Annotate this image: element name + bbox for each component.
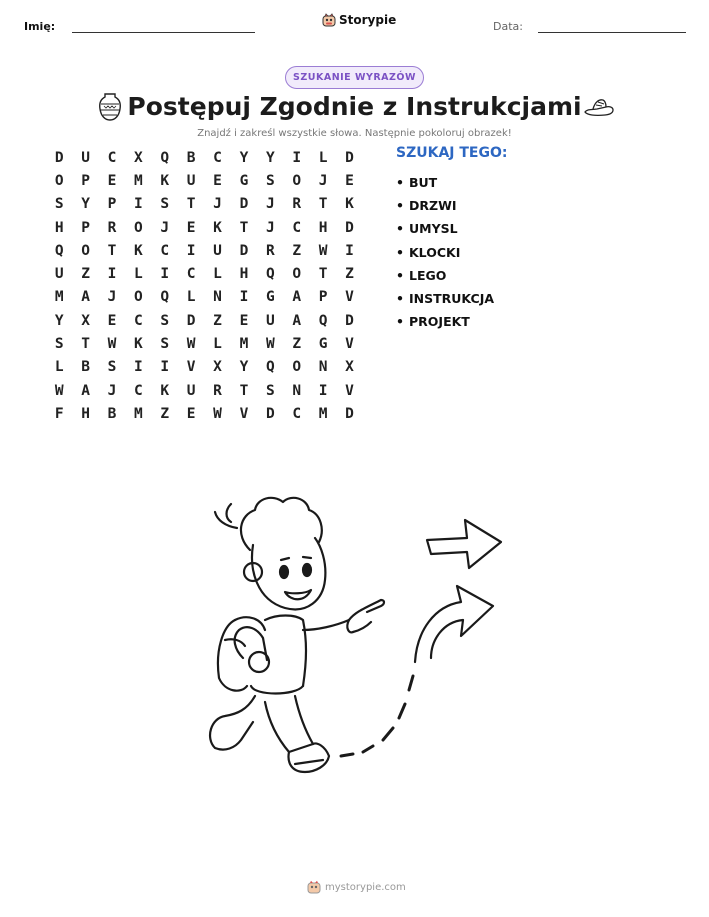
grid-cell[interactable]: S [54,336,64,353]
grid-cell[interactable]: L [213,336,222,353]
grid-row [46,216,363,239]
grid-cell[interactable]: U [265,312,275,329]
grid-cell[interactable]: T [318,196,328,213]
grid-cell[interactable]: R [213,382,222,399]
grid-cell[interactable]: K [160,382,170,399]
word-list-item: • DRZWI [396,194,494,217]
grid-cell[interactable]: I [318,382,328,399]
grid-cell[interactable]: I [107,266,117,283]
grid-cell[interactable]: H [54,219,64,236]
grid-cell[interactable]: S [265,382,275,399]
word-list-item: • PROJEKT [396,310,494,333]
grid-cell[interactable]: E [213,172,222,189]
footer [307,880,406,894]
grid-cell[interactable]: Z [292,242,302,259]
word-list-item: • LEGO [396,264,494,287]
grid-cell[interactable]: W [54,382,64,399]
grid-cell[interactable]: D [345,312,354,329]
grid-cell[interactable]: O [134,289,143,306]
grid-cell[interactable]: C [292,405,302,422]
word-search-grid[interactable] [46,146,363,426]
grid-cell[interactable]: K [160,172,170,189]
grid-cell[interactable]: D [345,405,354,422]
grid-cell[interactable]: J [107,382,117,399]
grid-cell[interactable]: J [318,172,328,189]
grid-cell[interactable]: A [81,382,90,399]
grid-cell[interactable]: D [345,219,354,236]
grid-cell[interactable]: J [160,219,170,236]
name-field-line[interactable] [72,32,255,33]
grid-cell[interactable]: Q [265,359,275,376]
grid-cell[interactable]: I [134,196,143,213]
grid-cell[interactable]: Z [81,266,90,283]
grid-cell[interactable]: I [186,242,196,259]
grid-row [46,262,363,285]
grid-cell[interactable]: O [292,359,302,376]
brand-name: Storypie [339,13,397,27]
storypie-logo-icon [322,13,336,27]
grid-cell[interactable]: G [318,336,328,353]
grid-cell[interactable]: B [81,359,90,376]
grid-row [46,356,363,379]
grid-cell[interactable]: Q [160,149,170,166]
grid-cell[interactable]: I [345,242,354,259]
grid-cell[interactable]: T [239,382,249,399]
grid-cell[interactable]: E [107,172,117,189]
grid-cell[interactable]: J [213,196,222,213]
grid-cell[interactable]: U [186,172,196,189]
grid-cell[interactable]: M [318,405,328,422]
grid-cell[interactable]: X [345,359,354,376]
grid-cell[interactable]: K [134,336,143,353]
sandal-icon [583,94,615,118]
grid-cell[interactable]: U [81,149,90,166]
grid-cell[interactable]: O [54,172,64,189]
grid-cell[interactable]: D [186,312,196,329]
storypie-logo-icon [307,880,321,894]
word-list-item: • UMYSL [396,217,494,240]
grid-cell[interactable]: V [239,405,249,422]
grid-cell[interactable]: H [81,405,90,422]
grid-cell[interactable]: P [81,172,90,189]
grid-cell[interactable]: L [54,359,64,376]
grid-cell[interactable]: X [81,312,90,329]
grid-cell[interactable]: Y [54,312,64,329]
grid-cell[interactable]: N [292,382,302,399]
grid-cell[interactable]: K [213,219,222,236]
grid-row [46,193,363,216]
grid-cell[interactable]: D [345,149,354,166]
grid-cell[interactable]: B [186,149,196,166]
grid-cell[interactable]: J [265,196,275,213]
category-badge: SZUKANIE WYRAZÓW [285,66,424,89]
grid-cell[interactable]: S [160,312,170,329]
grid-cell[interactable]: N [213,289,222,306]
grid-cell[interactable]: Q [54,242,64,259]
grid-row [46,379,363,402]
grid-cell[interactable]: U [54,266,64,283]
grid-cell[interactable]: I [160,359,170,376]
grid-cell[interactable]: B [107,405,117,422]
grid-cell[interactable]: E [107,312,117,329]
grid-cell[interactable]: Y [239,359,249,376]
grid-cell[interactable]: C [292,219,302,236]
grid-cell[interactable]: Z [345,266,354,283]
grid-cell[interactable]: I [292,149,302,166]
grid-cell[interactable]: E [186,219,196,236]
word-list-item: • INSTRUKCJA [396,287,494,310]
grid-row [46,332,363,355]
grid-cell[interactable]: C [160,242,170,259]
grid-cell[interactable]: F [54,405,64,422]
grid-cell[interactable]: V [345,336,354,353]
grid-cell[interactable]: T [186,196,196,213]
grid-cell[interactable]: E [186,405,196,422]
word-list-item: • BUT [396,171,494,194]
grid-cell[interactable]: U [186,382,196,399]
grid-cell[interactable]: G [239,172,249,189]
grid-cell[interactable]: Y [81,196,90,213]
grid-cell[interactable]: A [292,312,302,329]
grid-cell[interactable]: Y [265,149,275,166]
grid-cell[interactable]: D [54,149,64,166]
grid-cell[interactable]: S [160,196,170,213]
grid-cell[interactable]: I [239,289,249,306]
grid-cell[interactable]: O [81,242,90,259]
grid-cell[interactable]: J [265,219,275,236]
grid-cell[interactable]: Q [160,289,170,306]
name-label: Imię: [24,20,56,33]
page-title: Postępuj Zgodnie z Instrukcjami [127,92,582,121]
grid-cell[interactable]: T [239,219,249,236]
grid-cell[interactable]: T [107,242,117,259]
grid-cell[interactable]: S [265,172,275,189]
grid-cell[interactable]: O [292,266,302,283]
grid-cell[interactable]: H [239,266,249,283]
grid-cell[interactable]: M [134,405,143,422]
grid-cell[interactable]: G [265,289,275,306]
date-label: Data: [493,20,523,33]
grid-cell[interactable]: Z [160,405,170,422]
grid-cell[interactable]: N [318,359,328,376]
grid-cell[interactable]: D [239,196,249,213]
grid-cell[interactable]: M [239,336,249,353]
grid-cell[interactable]: E [239,312,249,329]
grid-cell[interactable]: I [160,266,170,283]
grid-cell[interactable]: D [265,405,275,422]
grid-cell[interactable]: V [186,359,196,376]
grid-cell[interactable]: L [213,266,222,283]
grid-row [46,169,363,192]
grid-cell[interactable]: Z [213,312,222,329]
grid-cell[interactable]: Q [318,312,328,329]
grid-cell[interactable]: A [292,289,302,306]
grid-cell[interactable]: C [134,312,143,329]
grid-cell[interactable]: W [213,405,222,422]
grid-cell[interactable]: U [213,242,222,259]
grid-cell[interactable]: Z [292,336,302,353]
grid-cell[interactable]: I [134,359,143,376]
word-list-title: SZUKAJ TEGO: [396,145,508,161]
grid-cell[interactable]: S [107,359,117,376]
brand [322,13,396,27]
grid-cell[interactable]: O [292,172,302,189]
grid-cell[interactable]: W [107,336,117,353]
word-list-item: • KLOCKI [396,241,494,264]
grid-cell[interactable]: T [318,266,328,283]
grid-cell[interactable]: C [134,382,143,399]
word-list [396,171,494,333]
grid-row [46,309,363,332]
instructions-subtitle: Znajdź i zakreśl wszystkie słowa. Następnie pokoloruj obrazek! [197,128,512,139]
grid-cell[interactable]: W [265,336,275,353]
grid-cell[interactable]: P [81,219,90,236]
grid-cell[interactable]: L [186,289,196,306]
grid-cell[interactable]: H [318,219,328,236]
grid-row [46,146,363,169]
grid-cell[interactable]: P [318,289,328,306]
grid-cell[interactable]: T [81,336,90,353]
grid-cell[interactable]: W [318,242,328,259]
grid-cell[interactable]: A [81,289,90,306]
grid-cell[interactable]: R [265,242,275,259]
walking-boy-pointing-illustration [195,490,515,785]
grid-row [46,286,363,309]
grid-cell[interactable]: M [54,289,64,306]
grid-cell[interactable]: V [345,289,354,306]
grid-cell[interactable]: K [134,242,143,259]
grid-cell[interactable]: X [134,149,143,166]
grid-cell[interactable]: L [134,266,143,283]
grid-cell[interactable]: R [107,219,117,236]
grid-cell[interactable]: X [213,359,222,376]
grid-cell[interactable]: L [318,149,328,166]
grid-cell[interactable]: C [186,266,196,283]
grid-cell[interactable]: E [345,172,354,189]
grid-cell[interactable]: K [345,196,354,213]
grid-cell[interactable]: P [107,196,117,213]
grid-cell[interactable]: D [239,242,249,259]
grid-cell[interactable]: V [345,382,354,399]
grid-cell[interactable]: R [292,196,302,213]
grid-cell[interactable]: C [107,149,117,166]
date-field-line[interactable] [538,32,686,33]
grid-cell[interactable]: C [213,149,222,166]
grid-cell[interactable]: Y [239,149,249,166]
grid-row [46,402,363,425]
footer-url[interactable]: mystorypie.com [325,881,406,893]
grid-cell[interactable]: O [134,219,143,236]
grid-cell[interactable]: M [134,172,143,189]
grid-cell[interactable]: W [186,336,196,353]
grid-row [46,239,363,262]
grid-cell[interactable]: S [54,196,64,213]
grid-cell[interactable]: J [107,289,117,306]
grid-cell[interactable]: S [160,336,170,353]
grid-cell[interactable]: Q [265,266,275,283]
